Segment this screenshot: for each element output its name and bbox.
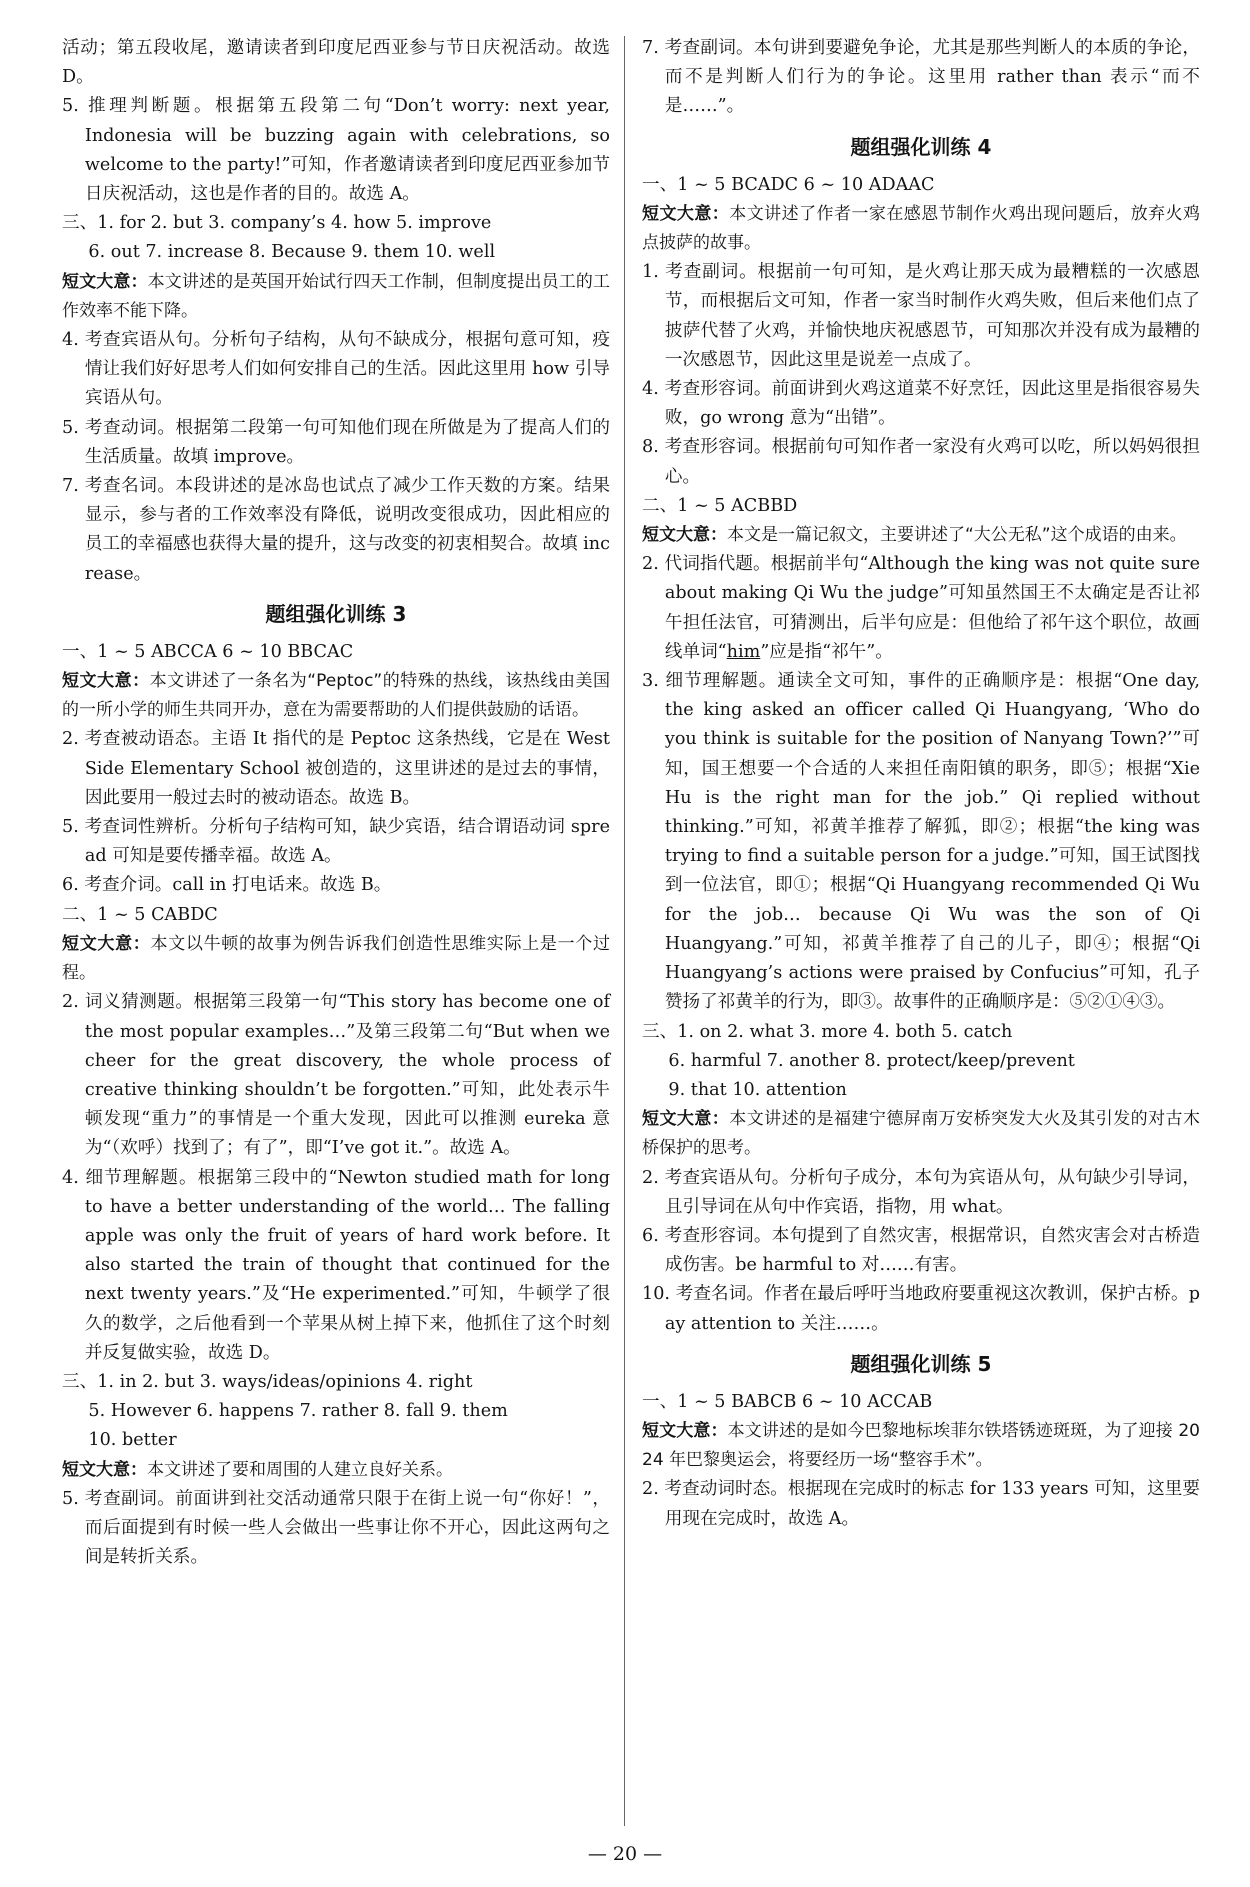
summary-label: 短文大意： [62, 671, 150, 692]
answer-item: 4. 细节理解题。根据第三段中的“Newton studied math for long to have a better understanding of the world… The falling apple was only the fruit of years of hard work before. It also started the train of thought that continued for the next twenty years.”及“He experimented.”可知，牛顿学了很久的数学，之后他看到一个苹果从树上掉下来，他抓住了这个时刻并反复做实验，故选 D。 [62, 1167, 610, 1363]
answer-key: 10. better [88, 1430, 177, 1451]
summary [642, 200, 1200, 258]
answer-item [642, 550, 1200, 667]
answer-item: 2. 词义猜测题。根据第三段第一句“This story has become one of the most popular examples…”及第三段第二句“But when we cheer for the great discovery, the whole process of creative thinking shouldn’t be forgotten.”可知，此处表示牛顿发现“重力”的事情是一个重大发现，因此可以推测 eureka 意为“（欢呼）找到了；有了”，即“I’ve got it.”。故选 A。 [62, 992, 610, 1159]
column-divider [624, 36, 625, 1826]
summary-label: 短文大意： [62, 1459, 147, 1480]
answer-key: 一、1 ~ 5 ABCCA 6 ~ 10 BBCAC [62, 641, 354, 662]
summary [642, 1105, 1200, 1163]
summary-text: 本文讲述了作者一家在感恩节制作火鸡出现问题后，放弃火鸡点披萨的故事。 [642, 203, 1201, 254]
answer-text: ”应是指“祁午”。 [760, 641, 893, 662]
summary [62, 268, 610, 326]
summary-label: 短文大意： [642, 1420, 728, 1441]
answer-item: 10. 考查名词。作者在最后呼吁当地政府要重视这次教训，保护古桥。pay attention to 关注……。 [642, 1284, 1200, 1334]
left-column [62, 34, 610, 1572]
summary-label: 短文大意： [642, 525, 727, 546]
answer-item: 3. 细节理解题。通读全文可知，事件的正确顺序是：根据“One day, the king asked an officer called Qi Huangyang, ‘Who do you think is suitable for the position of Nanyang Town?’”可知，国王想要一个合适的人来担任南阳镇的职务，即⑤；根据“Xie Hu is the right man for the job.” Qi replied without thinking.”可知，祁黄羊推荐了解狐，即②；根据“the king was trying to find a suitable person for a judge.”可知，国王试图找到一位法官，即①；根据“Qi Huangyang recommended Qi Wu for the job… because Qi Wu was the son of Qi Huangyang.”可知，祁黄羊推荐了自己的儿子，即④；根据“Qi Huangyang’s actions were praised by Confucius”可知，孔子赞扬了祁黄羊的行为，即③。故事件的正确顺序是：⑤②①④③。 [642, 671, 1200, 1013]
answer-key: 三、1. for 2. but 3. company’s 4. how 5. improve [62, 213, 492, 234]
summary-text: 本文讲述了要和周围的人建立良好关系。 [147, 1459, 453, 1480]
answer-key: 一、1 ~ 5 BABCB 6 ~ 10 ACCAB [642, 1391, 933, 1412]
summary-label: 短文大意： [62, 933, 151, 954]
underlined-word: him [726, 641, 761, 662]
answer-item: 4. 考查宾语从句。分析句子结构，从句不缺成分，根据句意可知，疫情让我们好好思考人们如何安排自己的生活。因此这里用 how 引导宾语从句。 [62, 330, 610, 409]
answer-item: 6. 考查介词。call in 打电话来。故选 B。 [62, 875, 392, 896]
summary-label: 短文大意： [62, 271, 148, 292]
answer-item: 4. 考查形容词。前面讲到火鸡这道菜不好烹饪，因此这里是指很容易失败，go wrong 意为“出错”。 [642, 379, 1200, 429]
summary-text: 本文讲述的是福建宁德屏南万安桥突发大火及其引发的对古木桥保护的思考。 [642, 1109, 1201, 1159]
right-column [642, 34, 1200, 1534]
answer-item: 7. 考查名词。本段讲述的是冰岛也试点了减少工作天数的方案。结果显示，参与者的工作效率没有降低，说明改变很成功，因此相应的员工的幸福感也获得大量的提升，这与改变的初衷相契合。故填 increase。 [62, 476, 610, 584]
answer-item: 5. 考查副词。前面讲到社交活动通常只限于在街上说一句“你好！”，而后面提到有时候一些人会做出一些事让你不开心，因此这两句之间是转折关系。 [62, 1488, 610, 1568]
answer-key: 6. harmful 7. another 8. protect/keep/prevent [668, 1050, 1075, 1071]
paragraph: 活动；第五段收尾，邀请读者到印度尼西亚参与节日庆祝活动。故选 D。 [62, 38, 610, 88]
answer-key: 一、1 ~ 5 BCADC 6 ~ 10 ADAAC [642, 174, 935, 195]
section-heading: 题组强化训练 4 [850, 134, 992, 159]
answer-key: 三、1. on 2. what 3. more 4. both 5. catch [642, 1021, 1013, 1042]
answer-item: 5. 推理判断题。根据第五段第二句“Don’t worry: next year, Indonesia will be buzzing again with celebrations, so welcome to the party!”可知，作者邀请读者到印度尼西亚参加节日庆祝活动，这也是作者的目的。故选 A。 [62, 96, 610, 205]
answer-item: 2. 考查宾语从句。分析句子成分，本句为宾语从句，从句缺少引导词，且引导词在从句中作宾语，指物，用 what。 [642, 1167, 1200, 1217]
answer-item: 8. 考查形容词。根据前句可知作者一家没有火鸡可以吃，所以妈妈很担心。 [642, 437, 1200, 487]
answer-item: 6. 考查形容词。本句提到了自然灾害，根据常识，自然灾害会对古桥造成伤害。be harmful to 对……有害。 [642, 1225, 1200, 1276]
answer-item: 2. 考查被动语态。主语 It 指代的是 Peptoc 这条热线，它是在 West Side Elementary School 被创造的，这里讲述的是过去的事情，因此要用一般过去时的被动语态。故选 B。 [62, 729, 610, 808]
summary [642, 521, 1200, 550]
answer-key: 二、1 ~ 5 ACBBD [642, 495, 798, 516]
section-heading: 题组强化训练 5 [850, 1351, 992, 1376]
section-heading: 题组强化训练 3 [265, 601, 407, 626]
summary [62, 667, 610, 725]
answer-text: 2. 代词指代题。根据前半句“Although the king was not quite sure about making Qi Wu the judge”可知虽然国王不太确定是否让祁午担任法官，可猜测出，后半句应是：但他给了祁午这个职位，故画线单词“ [642, 554, 1200, 662]
answer-item: 5. 考查动词。根据第二段第一句可知他们现在所做是为了提高人们的生活质量。故填 improve。 [62, 417, 610, 467]
summary [62, 1456, 610, 1485]
answer-item: 5. 考查词性辨析。分析句子结构可知，缺少宾语，结合谓语动词 spread 可知是要传播幸福。故选 A。 [62, 817, 610, 867]
answer-key: 6. out 7. increase 8. Because 9. them 10. well [88, 242, 496, 263]
answer-key: 二、1 ~ 5 CABDC [62, 904, 218, 925]
answer-key: 5. However 6. happens 7. rather 8. fall 9. them [88, 1401, 508, 1422]
summary-text: 本文讲述的是英国开始试行四天工作制，但制度提出员工的工作效率不能下降。 [62, 271, 611, 321]
summary-label: 短文大意： [642, 1109, 730, 1130]
answer-key: 9. that 10. attention [668, 1079, 847, 1100]
page-number: — 20 — [587, 1843, 663, 1865]
summary-text: 本文以牛顿的故事为例告诉我们创造性思维实际上是一个过程。 [62, 933, 610, 984]
summary [642, 1417, 1200, 1475]
answer-item: 1. 考查副词。根据前一句可知，是火鸡让那天成为最糟糕的一次感恩节，而根据后文可知，作者一家当时制作火鸡失败，但后来他们点了披萨代替了火鸡，并愉快地庆祝感恩节，可知那次并没有成为最糟的一次感恩节，因此这里是说差一点成了。 [642, 262, 1200, 370]
answer-item: 7. 考查副词。本句讲到要避免争论，尤其是那些判断人的本质的争论，而不是判断人们行为的争论。这里用 rather than 表示“而不是……”。 [642, 38, 1200, 117]
summary-text: 本文是一篇记叙文，主要讲述了“大公无私”这个成语的由来。 [727, 525, 1187, 546]
summary [62, 930, 610, 988]
answer-item: 2. 考查动词时态。根据现在完成时的标志 for 133 years 可知，这里要用现在完成时，故选 A。 [642, 1479, 1200, 1529]
summary-text: 本文讲述的是如今巴黎地标埃菲尔铁塔锈迹斑斑，为了迎接 2024 年巴黎奥运会，将要经历一场“整容手术”。 [642, 1420, 1200, 1471]
summary-text: 本文讲述了一条名为“Peptoc”的特殊的热线，该热线由美国的一所小学的师生共同开办，意在为需要帮助的人们提供鼓励的话语。 [62, 671, 611, 721]
summary-label: 短文大意： [642, 203, 730, 224]
answer-key: 三、1. in 2. but 3. ways/ideas/opinions 4. right [62, 1371, 473, 1392]
